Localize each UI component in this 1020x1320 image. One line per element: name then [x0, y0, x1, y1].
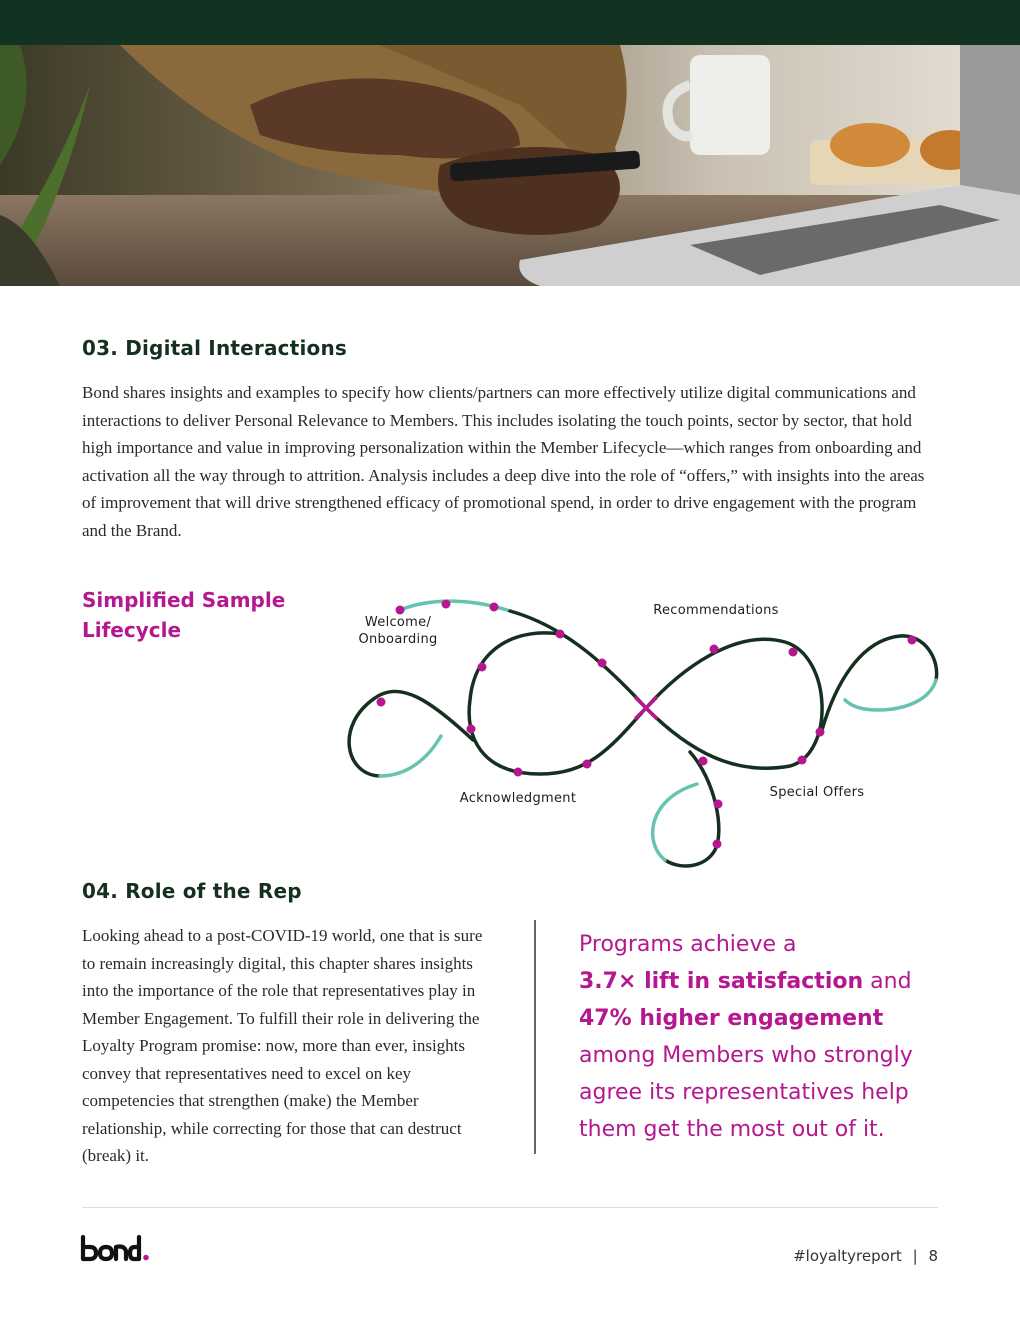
footer-separator: | [912, 1247, 918, 1265]
touchpoint-dot [442, 600, 451, 609]
section-body-role-of-rep: Looking ahead to a post-COVID-19 world, one that is sure to remain increasingly digital, this chapter shares insights into the importance of the role that representatives play in Member Engagement. To fulfill their role in delivering the Loyalty Program promise: now, more than ever, insights convey that representatives need to excel on key competencies that strengthen (make) the Member relationship, while correcting for those that can destruct (break) it. [82, 926, 483, 1165]
callout-intro: Programs achieve a [579, 932, 797, 957]
callout-stat-engagement: 47% higher engagement [579, 1006, 884, 1031]
stage-label-welcome: Welcome/ Onboarding [358, 615, 438, 647]
touchpoint-dot [556, 630, 565, 639]
section-body-digital-interactions: Bond shares insights and examples to specify how clients/partners can more effectively utilize digital communications and interactions to deliver Personal Relevance to Members. This includes isolating the touch points, sector by sector, that hold high importance and value in improving personalization within the Member Lifecycle—which ranges from onboarding and activation all the way through to attrition. Analysis includes a deep dive into the role of “offers,” with insights into the areas of improvement that will drive strengthened efficacy of promotional spend, in order to drive engagement with the program and the Brand. [82, 383, 925, 540]
footer-hashtag: #loyaltyreport [793, 1247, 902, 1265]
callout-and: and [870, 969, 912, 994]
touchpoint-dot [710, 645, 719, 654]
footer-rule [82, 1207, 938, 1208]
touchpoint-dot [467, 725, 476, 734]
touchpoint-dot [583, 760, 592, 769]
touchpoint-dot [713, 840, 722, 849]
touchpoint-dot [514, 768, 523, 777]
touchpoint-dot [377, 698, 386, 707]
touchpoint-dot [699, 757, 708, 766]
stage-label-acknowledgment: Acknowledgment [459, 791, 577, 806]
acknowledgment-side-loop [349, 691, 473, 776]
section-heading-digital-interactions: 03. Digital Interactions [82, 336, 348, 360]
touchpoint-dot [908, 636, 917, 645]
stage-label-special-offers: Special Offers [769, 785, 865, 800]
lifecycle-title: Simplified Sample Lifecycle [82, 588, 286, 642]
special-offers-side-loop [822, 636, 937, 730]
callout-rest: among Members who strongly agree its representatives help them get the most out of it. [579, 1043, 913, 1142]
touchpoint-dot [598, 659, 607, 668]
footer-pagination [793, 1247, 938, 1265]
touchpoint-dot [714, 800, 723, 809]
touchpoint-dot [490, 603, 499, 612]
touchpoint-dot [789, 648, 798, 657]
bottom-loop [665, 752, 719, 866]
touchpoint-dot [798, 756, 807, 765]
section-heading-role-of-rep: 04. Role of the Rep [82, 879, 302, 903]
bond-logo [80, 1235, 150, 1263]
stat-callout [579, 926, 959, 1148]
column-divider [534, 920, 536, 1154]
stage-label-recommendations: Recommendations [653, 603, 779, 618]
page-number: 8 [928, 1247, 938, 1265]
touchpoint-dot [478, 663, 487, 672]
figure-eight-loop [469, 611, 822, 774]
crossing-x-icon [636, 698, 656, 718]
touchpoint-dot [816, 728, 825, 737]
callout-stat-satisfaction: 3.7× lift in satisfaction [579, 969, 864, 994]
